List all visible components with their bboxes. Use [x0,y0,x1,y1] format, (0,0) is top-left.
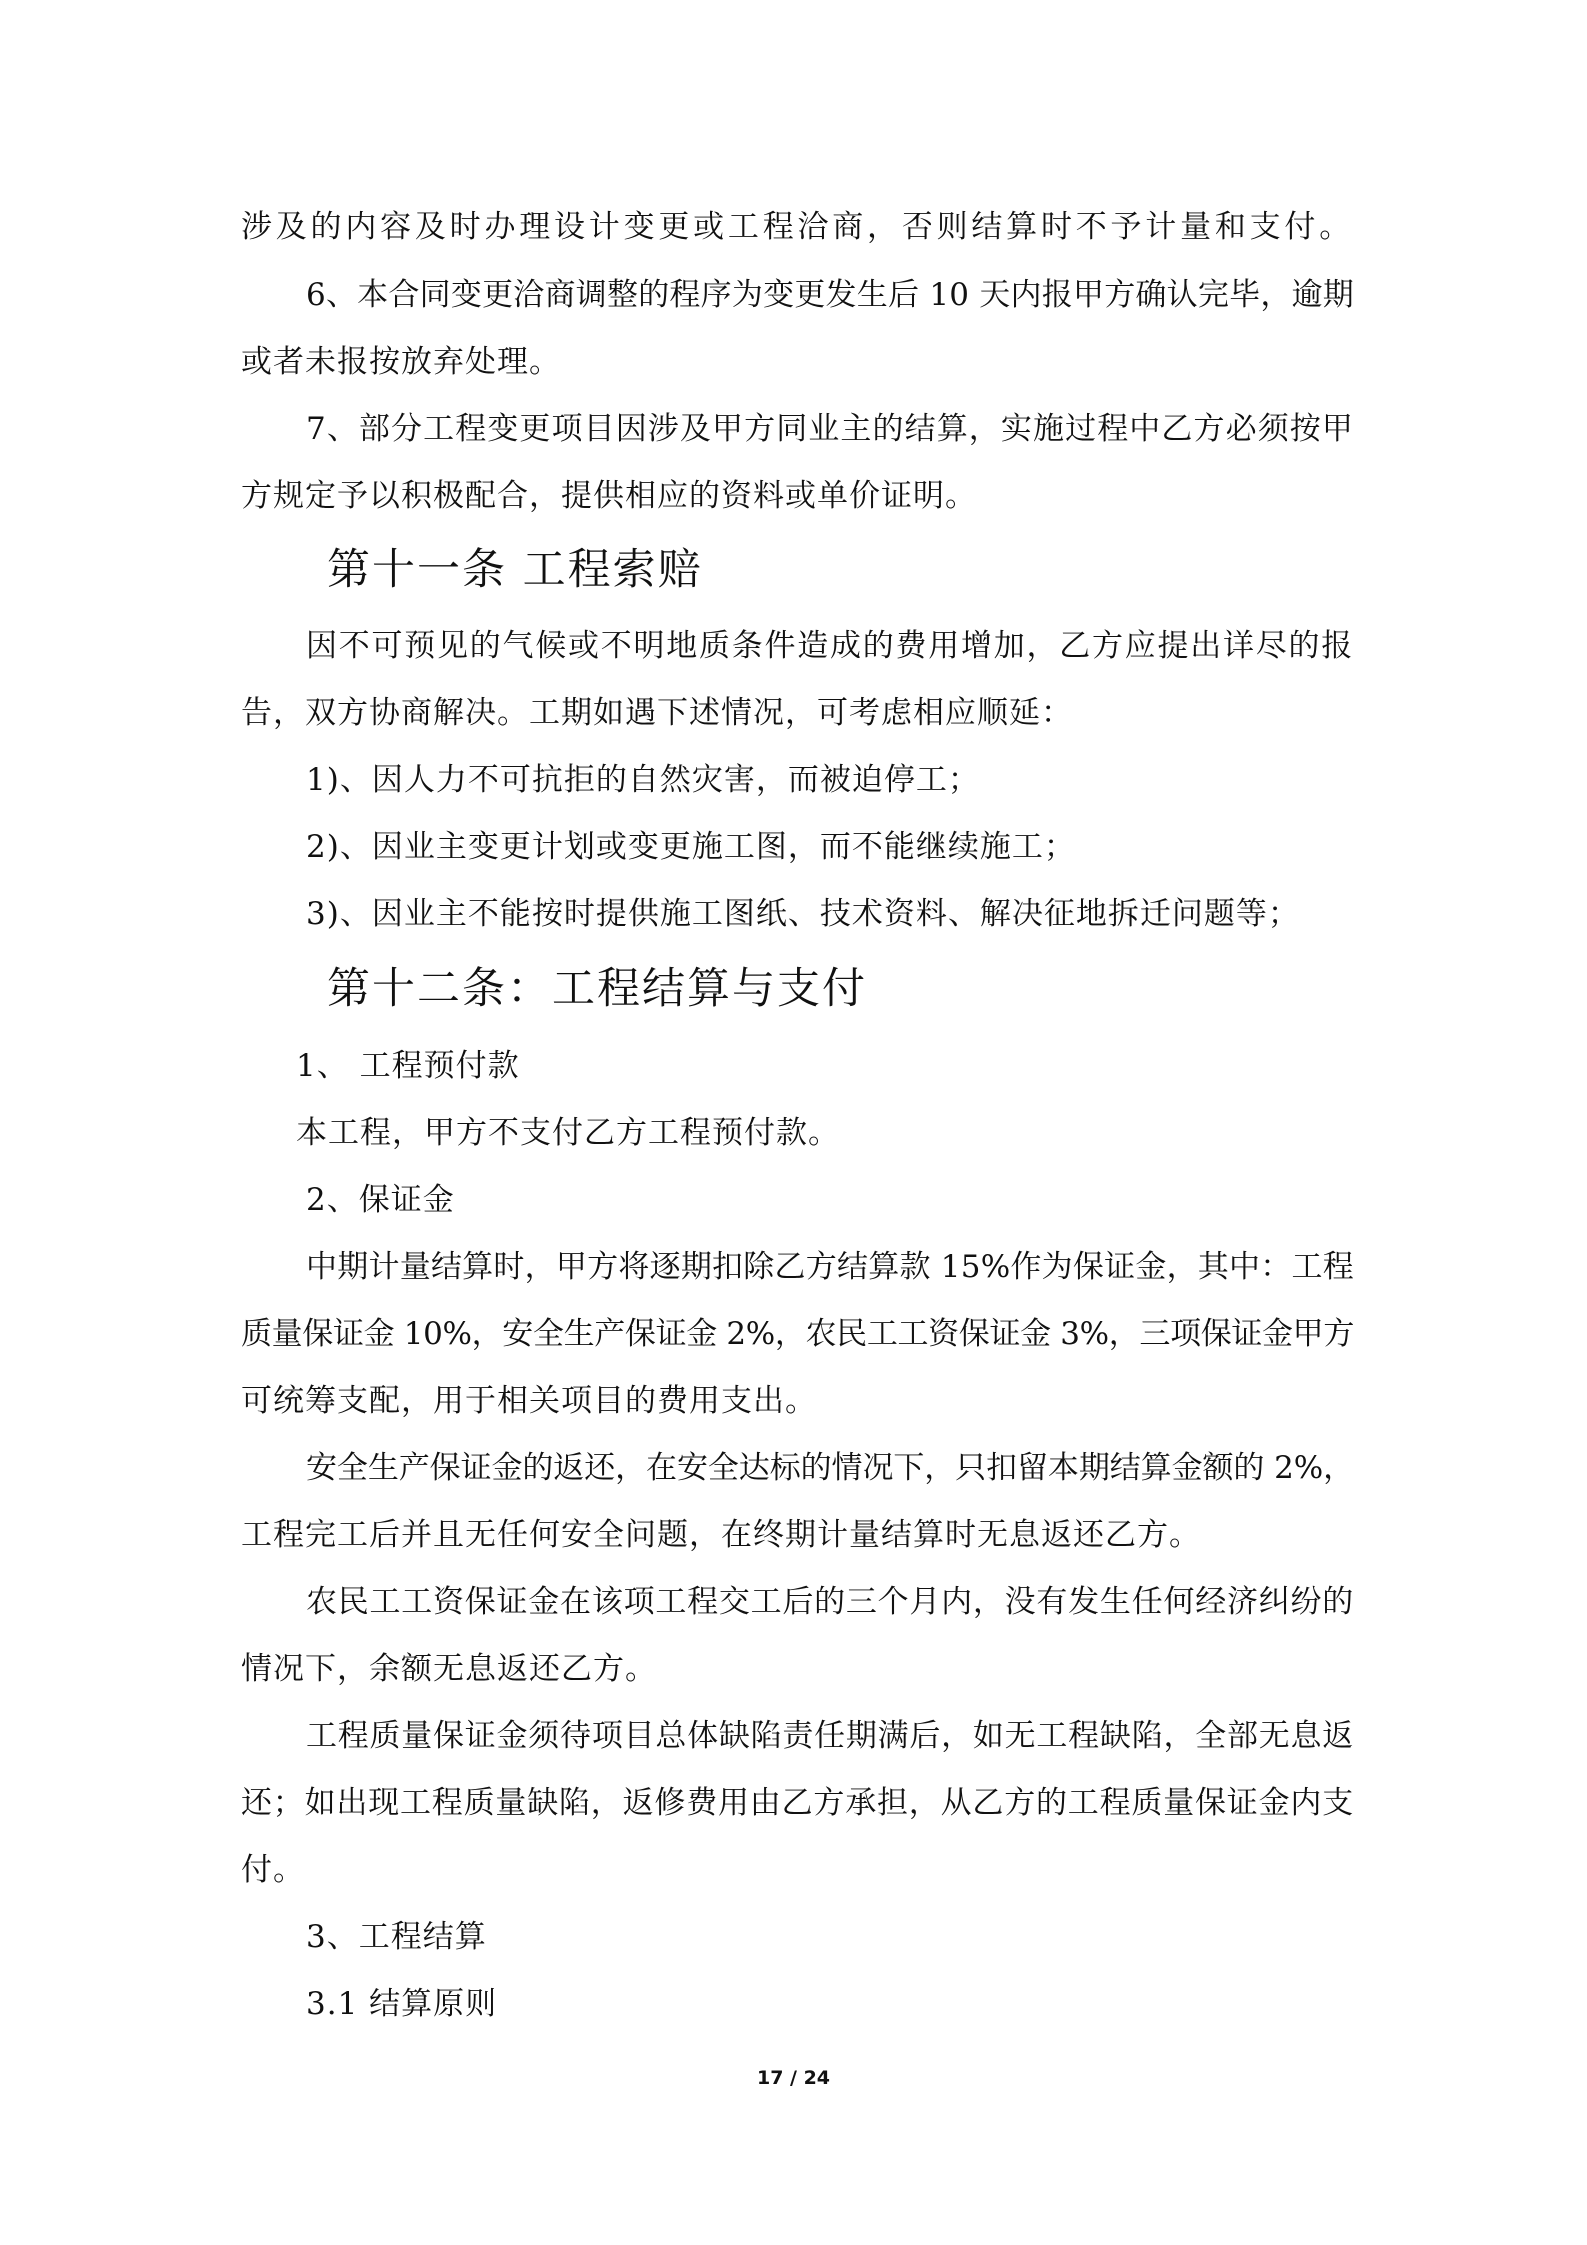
list-item: 2)、因业主变更计划或变更施工图，而不能继续施工； [306,829,1076,865]
text-line: 质量保证金 10%，安全生产保证金 2%，农民工工资保证金 3%，三项保证金甲方 [241,1316,1354,1352]
text-line: 还；如出现工程质量缺陷，返修费用由乙方承担，从乙方的工程质量保证金内支 [241,1785,1354,1821]
text-line: 付。 [241,1852,305,1888]
text-line: 7、部分工程变更项目因涉及甲方同业主的结算，实施过程中乙方必须按甲 [306,411,1354,447]
text-line: 本工程，甲方不支付乙方工程预付款。 [296,1115,840,1151]
text-line: 工程完工后并且无任何安全问题，在终期计量结算时无息返还乙方。 [241,1517,1201,1553]
text-line: 中期计量结算时，甲方将逐期扣除乙方结算款 15%作为保证金，其中：工程 [306,1249,1354,1285]
subsection-title: 3、工程结算 [306,1919,487,1955]
section-heading: 第十二条：工程结算与支付 [327,964,867,1014]
text-line: 工程质量保证金须待项目总体缺陷责任期满后，如无工程缺陷，全部无息返 [306,1718,1354,1754]
subsection-title: 3.1 结算原则 [306,1986,498,2022]
list-item: 3)、因业主不能按时提供施工图纸、技术资料、解决征地拆迁问题等； [306,896,1300,932]
text-line: 安全生产保证金的返还，在安全达标的情况下，只扣留本期结算金额的 2%， [306,1450,1354,1486]
list-item: 1)、因人力不可抗拒的自然灾害，而被迫停工； [306,762,980,798]
subsection-title: 2、保证金 [306,1182,455,1218]
section-heading: 第十一条 工程索赔 [327,545,703,595]
text-line: 可统筹支配，用于相关项目的费用支出。 [241,1383,817,1419]
text-line: 或者未报按放弃处理。 [241,344,561,380]
text-line: 6、本合同变更洽商调整的程序为变更发生后 10 天内报甲方确认完毕，逾期 [306,277,1354,313]
text-line: 方规定予以积极配合，提供相应的资料或单价证明。 [241,478,977,514]
text-line: 因不可预见的气候或不明地质条件造成的费用增加，乙方应提出详尽的报 [306,628,1354,664]
page-number: 17 / 24 [756,2067,831,2089]
text-line: 告，双方协商解决。工期如遇下述情况，可考虑相应顺延： [241,695,1073,731]
subsection-title: 1、 工程预付款 [296,1048,520,1084]
text-line: 情况下，余额无息返还乙方。 [241,1651,657,1687]
text-line: 涉及的内容及时办理设计变更或工程洽商，否则结算时不予计量和支付。 [241,209,1354,245]
text-line: 农民工工资保证金在该项工程交工后的三个月内，没有发生任何经济纠纷的 [306,1584,1354,1620]
